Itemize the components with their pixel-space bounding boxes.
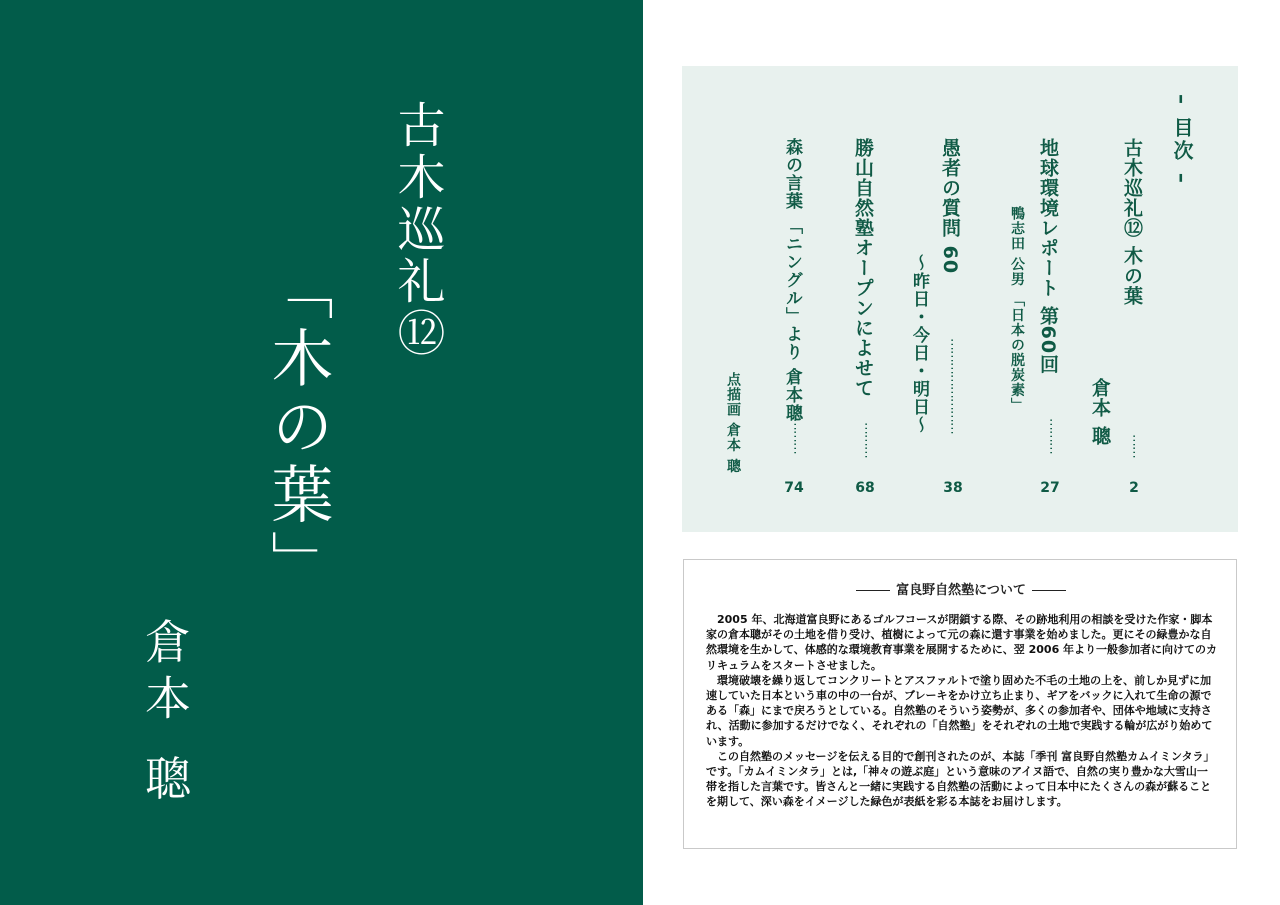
toc-entry-title[interactable]: 愚者の質問 60 <box>939 138 961 275</box>
toc-entry-sub: ～昨日・今日・明日～ <box>909 254 929 434</box>
about-title <box>684 579 1238 598</box>
title-rule-right <box>1032 590 1066 591</box>
toc-entry-author: 倉本 聰 <box>1089 378 1111 446</box>
title-rule-left <box>856 590 890 591</box>
toc-entry-title[interactable]: 点描画 倉本 聰 <box>725 372 741 474</box>
toc-entry-title[interactable]: 森の言葉 「ニングル」より 倉本聰 <box>782 138 802 422</box>
table-of-contents <box>682 66 1238 532</box>
toc-heading: – 目次 – <box>1170 94 1194 186</box>
about-section <box>683 559 1237 849</box>
toc-page-number: 2 <box>1129 480 1139 496</box>
toc-leader-dots: ⋯⋯ <box>1126 434 1141 458</box>
about-paragraph: 環境破壊を繰り返してコンクリートとアスファルトで塗り固めた不毛の土地の上を、前しか見ずに加速していた日本という車の中の一台が、ブレーキをかけ立ち止まり、ギアをバックに入れて生命の源である「森」にまで戻ろうとしている。自然塾のそういう姿勢が、多くの参加者や、団体や地域に支持され、活動に参加するだけでなく、それぞれの「自然塾」をそれぞれの土地で実践する輪が広がり始めています。 <box>706 673 1213 748</box>
toc-page-number: 38 <box>943 480 963 496</box>
about-title-text: 富良野自然塾について <box>896 583 1026 598</box>
toc-leader-dots: ⋯⋯⋯ <box>1043 418 1058 454</box>
toc-entry-sub: 鴨志田 公男 「日本の脱炭素」 <box>1009 206 1025 413</box>
toc-leader-dots: ⋯⋯⋯⋯⋯⋯⋯⋯ <box>944 338 959 434</box>
toc-entry-title[interactable]: 地球環境レポート 第60回 <box>1037 138 1059 375</box>
about-paragraph: この自然塾のメッセージを伝える目的で創刊されたのが、本誌「季刊 富良野自然塾カムイミンタラ」です。「カムイミンタラ」とは,「神々の遊ぶ庭」という意味のアイヌ語で、自然の実り豊かな大雪山一帯を指した言葉です。皆さんと一緒に実践する自然塾の活動によって日本中にたくさんの森が蘇ることを期して、深い森をイメージした緑色が表紙を彩る本誌をお届けします。 <box>706 749 1215 809</box>
about-body <box>706 612 1218 810</box>
about-paragraph: 2005 年、北海道富良野にあるゴルフコースが閉鎖する際、その跡地利用の相談を受けた作家・脚本家の倉本聰がその土地を借り受け、植樹によって元の森に還す事業を始めました。更にその緑豊かな自然環境を生かして、体感的な環境教育事業を展開するために、翌 2006 年より一般参加者に向けてのカリキュラムをスタートさせました。 <box>706 613 1218 672</box>
cover-author: 倉本 聰 <box>138 618 192 811</box>
toc-leader-dots: ⋯⋯⋯ <box>858 422 873 458</box>
toc-page-number: 68 <box>855 480 875 496</box>
toc-entry-title[interactable]: 古木巡礼⑫ 木の葉 <box>1121 138 1143 306</box>
toc-leader-dots: ⋯⋯⋯ <box>787 418 802 454</box>
toc-entry-title[interactable]: 勝山自然塾オープンによせて <box>852 138 874 398</box>
cover-title: 「木の葉」 <box>261 258 334 598</box>
toc-page-number: 27 <box>1040 480 1060 496</box>
toc-page-number: 74 <box>784 480 804 496</box>
cover-series-title: 古木巡礼⑫ <box>389 100 445 360</box>
